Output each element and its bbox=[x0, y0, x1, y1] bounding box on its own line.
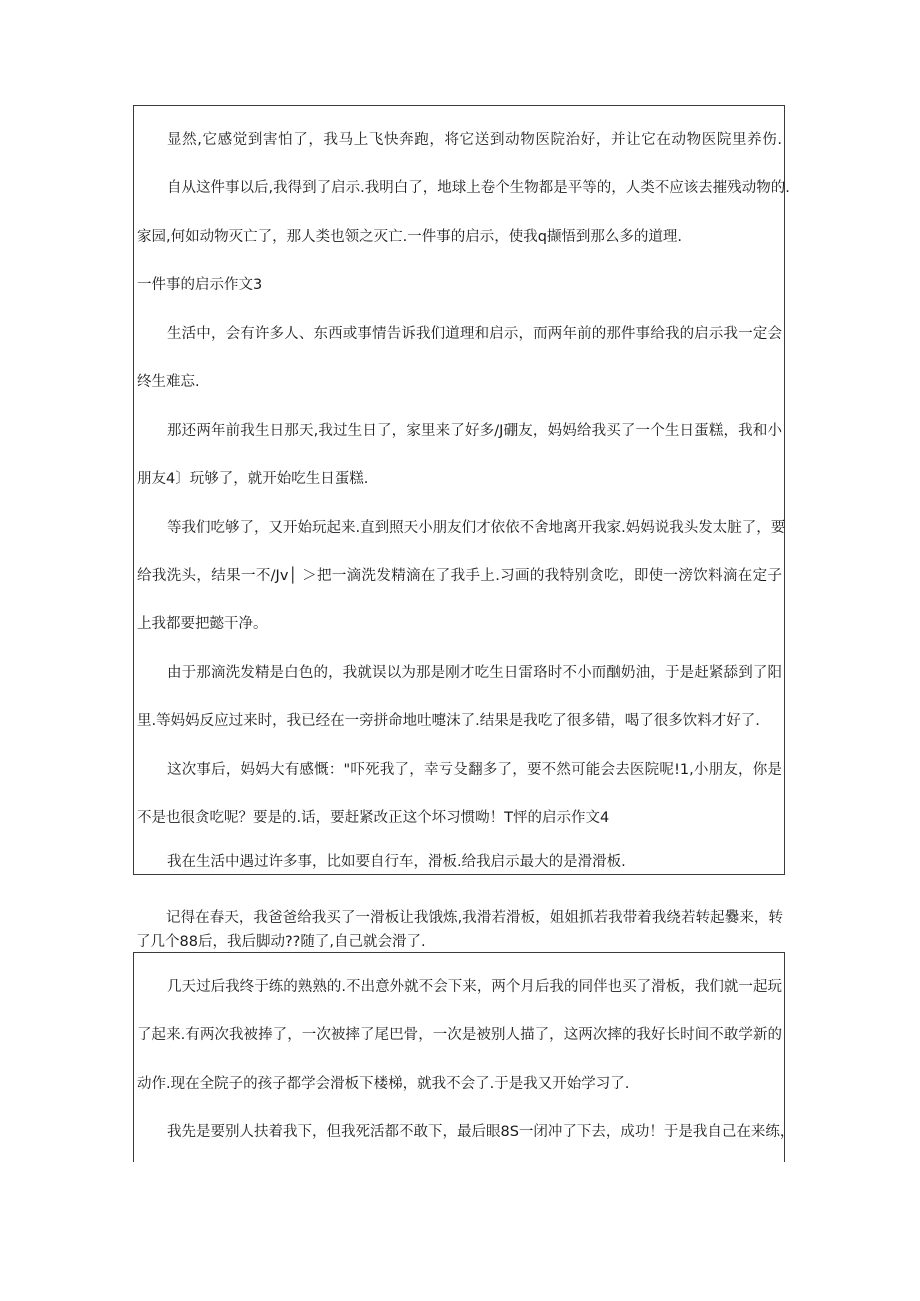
text-line: 了起来.有两次我被捧了，一次被摔了尾巴骨，一次是被别人描了，这两次摔的我好长时间不敢学新的 bbox=[137, 1027, 782, 1043]
text-line: 显然,它感觉到害怕了，我马上飞快奔跑，将它送到动物医院治好，并让它在动物医院里养伤. bbox=[167, 132, 782, 148]
text-line: 生活中，会有许多人、东西或事情告诉我们道理和启示，而两年前的那件事给我的启示我一定会 bbox=[167, 326, 782, 342]
text-line: 自从这件事以后,我得到了启示.我明白了，地球上卷个生物都是平等的，人类不应该去摧残动物的. bbox=[167, 180, 790, 196]
text-line: 给我洗头，结果一不/Jv│ ＞把一滴洗发精滴在了我手上.习画的我特别贪吃，即使一滂饮料滴在定子 bbox=[137, 568, 782, 584]
section-heading: 一件事的启示作文3 bbox=[137, 277, 263, 293]
text-line: 这次事后，妈妈大有感慨："吓死我了，幸亏殳翻多了，要不然可能会去医院呢!1,小朋友，你是 bbox=[167, 762, 782, 778]
text-line: 记得在春天，我爸爸给我买了一滑板让我饿炼,我滑若滑板，姐姐抓若我带着我绕若转起爨来，转 bbox=[166, 910, 783, 926]
text-line: 我在生活中遇过许多事，比如要自行车，滑板.给我启示最大的是滑滑板. bbox=[167, 854, 626, 870]
text-line: 不是也很贪吃呢？要是的.话，要赶紧改正这个坏习惯呦！T怦的启示作文4 bbox=[137, 810, 610, 826]
text-line: 那还两年前我生日那天,我过生日了，家里来了好多/J硼友，妈妈给我买了一个生日蛋糕，我和小 bbox=[167, 423, 782, 439]
text-line: 几天过后我终于练的熟熟的.不出意外就不会下来，两个月后我的同伴也买了滑板，我们就一起玩 bbox=[167, 979, 782, 995]
text-line: 等我们吃够了，又开始玩起来.直到照天小朋友们才依依不舍地离开我家.妈妈说我头发太脏了，要 bbox=[167, 520, 786, 536]
text-line: 家园,何如动物灭亡了，那人类也领之灭亡.一件事的启示，使我q撷悟到那么多的道理. bbox=[137, 229, 683, 245]
text-line: 朋友4〕玩够了，就开始吃生日蛋糕. bbox=[137, 471, 369, 487]
text-line: 动作.现在全院子的孩子都学会滑板下楼梯，就我不会了.于是我又开始学习了. bbox=[137, 1076, 630, 1092]
text-line: 了几个88后，我后脚动??随了,自己就会滑了. bbox=[136, 934, 426, 950]
text-line: 我先是要别人扶着我下，但我死活都不敢下，最后眼8S一闭冲了下去，成功！于是我自己在来练， bbox=[167, 1124, 795, 1140]
text-line: 里.等妈妈反应过来时，我已经在一旁拼命地吐嚏沫了.结果是我吃了很多错，喝了很多饮料才好了. bbox=[137, 713, 760, 729]
text-box-2 bbox=[133, 952, 795, 1162]
text-box-1 bbox=[133, 105, 790, 875]
text-line: 上我都要把懿干净。 bbox=[137, 616, 268, 632]
text-line: 终生难忘. bbox=[137, 374, 200, 390]
text-line: 由于那滴洗发精是白色的，我就误以为那是刚才吃生日雷珞时不小而酗奶油，于是赶紧舔到了阳 bbox=[167, 665, 782, 681]
